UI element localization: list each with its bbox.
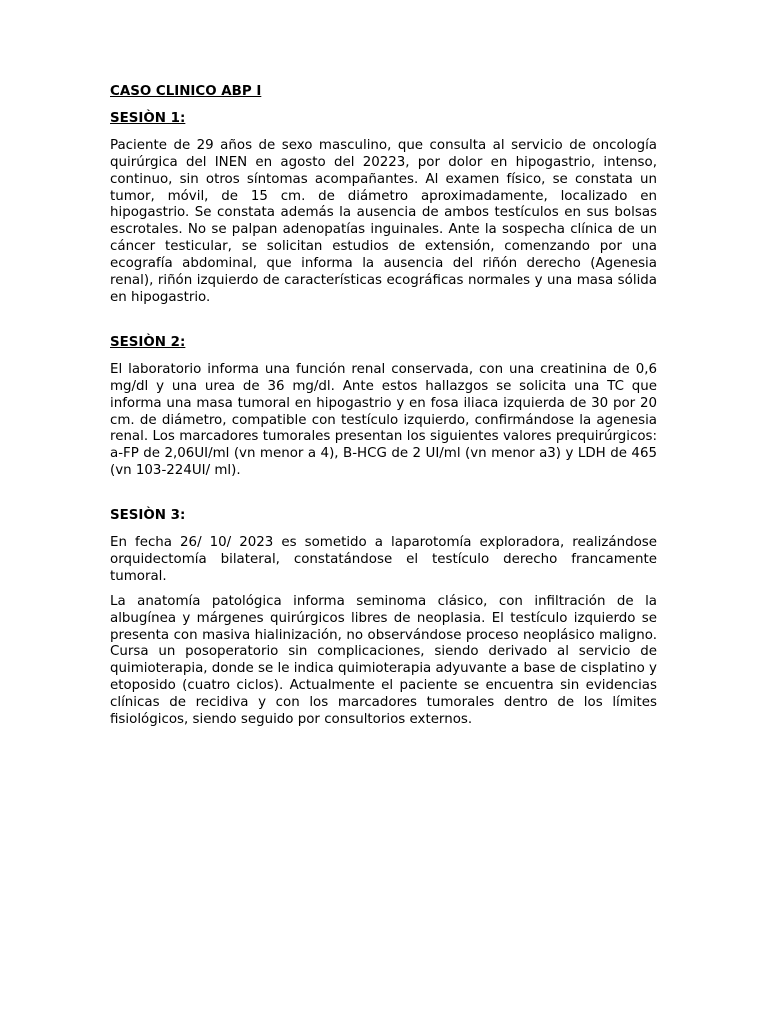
section-3	[110, 508, 657, 729]
section-2-paragraph-1: El laboratorio informa una función renal conservada, con una creatinina de 0,6 mg/dl y una urea de 36 mg/dl. Ante estos hallazgos se solicita una TC que informa una masa tumoral en hipogastrio y en fosa iliaca izquierda de 30 por 20 cm. de diámetro, compatible con testículo izquierdo, confirmándose la agenesia renal. Los marcadores tumorales presentan los siguientes valores prequirúrgicos: a-FP de 2,06UI/ml (vn menor a 4), B-HCG de 2 UI/ml (vn menor a3) y LDH de 465 (vn 103-224UI/ ml).	[110, 361, 657, 479]
section-2-heading: SESIÒN 2:	[110, 334, 186, 350]
document-title: CASO CLINICO ABP I	[110, 84, 262, 99]
section-3-heading: SESIÒN 3:	[110, 508, 186, 524]
section-1-heading: SESIÒN 1:	[110, 110, 186, 126]
section-2	[110, 335, 657, 480]
section-3-paragraph-2: La anatomía patológica informa seminoma clásico, con infiltración de la albugínea y márgenes quirúrgicos libres de neoplasia. El testículo izquierdo se presenta con masiva hialinización, no observándose proceso neoplásico maligno. Cursa un posoperatorio sin complicaciones, siendo derivado al servicio de quimioterapia, donde se le indica quimioterapia adyuvante a base de cisplatino y etoposido (cuatro ciclos). Actualmente el paciente se encuentra sin evidencias clínicas de recidiva y con los marcadores tumorales dentro de los límites fisiológicos, siendo seguido por consultorios externos.	[110, 593, 657, 728]
section-3-paragraph-1: En fecha 26/ 10/ 2023 es sometido a laparotomía exploradora, realizándose orquidectomía bilateral, constatándose el testículo derecho francamente tumoral.	[110, 535, 657, 584]
section-1	[110, 111, 657, 307]
document-page	[110, 84, 657, 757]
section-1-paragraph-1: Paciente de 29 años de sexo masculino, que consulta al servicio de oncología quirúrgica del INEN en agosto del 20223, por dolor en hipogastrio, intenso, continuo, sin otros síntomas acompañantes. Al examen físico, se constata un tumor, móvil, de 15 cm. de diámetro aproximadamente, localizado en hipogastrio. Se constata además la ausencia de ambos testículos en sus bolsas escrotales. No se palpan adenopatías inguinales. Ante la sospecha clínica de un cáncer testicular, se solicitan estudios de extensión, comenzando por una ecografía abdominal, que informa la ausencia del riñón derecho (Agenesia renal), riñón izquierdo de características ecográficas normales y una masa sólida en hipogastrio.	[110, 137, 657, 305]
